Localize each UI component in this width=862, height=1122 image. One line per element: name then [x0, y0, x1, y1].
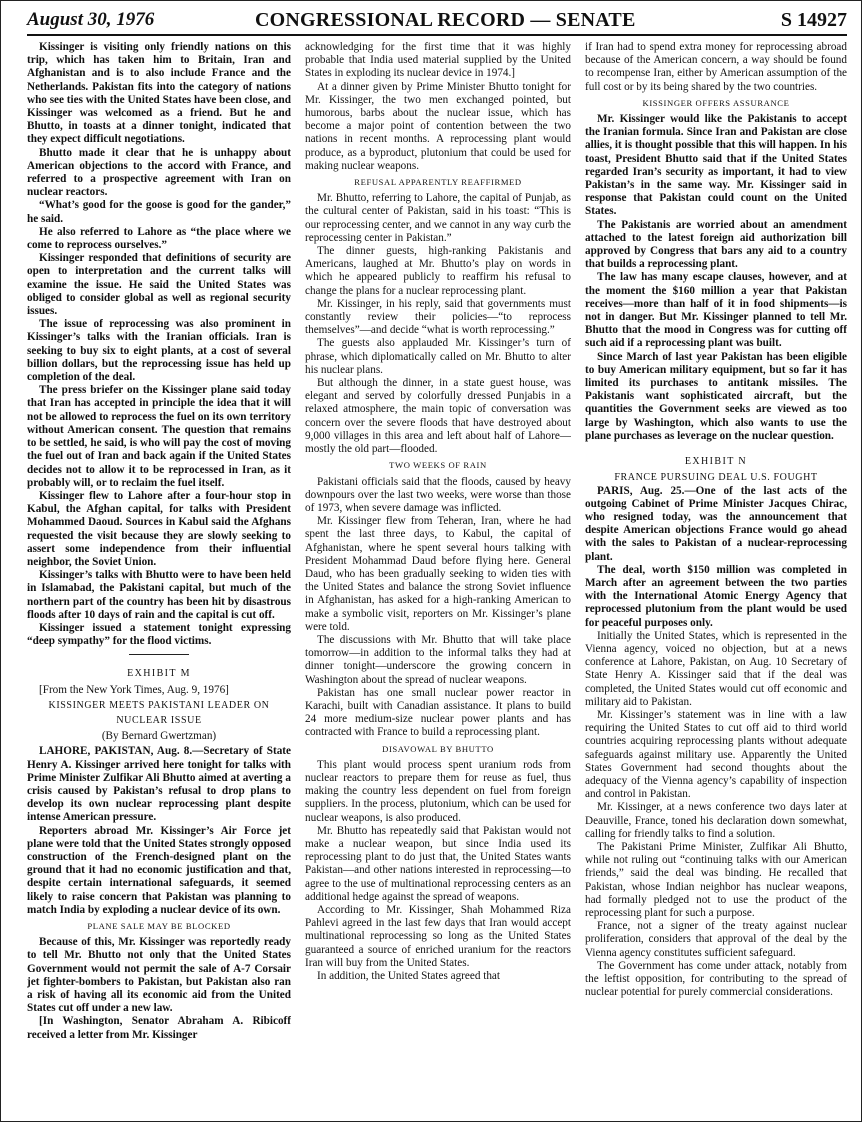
- header-rule: [27, 34, 847, 36]
- paragraph: Kissinger responded that definitions of security are open to interpretation and the current talks will examine the issue. He said the United States was obliged to consider global as well as regional security issues.: [27, 252, 291, 318]
- paragraph: Pakistani officials said that the floods, caused by heavy downpours over the last two weeks, were worse than those of 1973, when severe damage was inflicted.: [305, 475, 571, 514]
- paragraph: He also referred to Lahore as “the place where we come to reprocess ourselves.”: [27, 225, 291, 252]
- exhibit-heading: EXHIBIT M: [127, 668, 191, 680]
- article-byline: (By Bernard Gwertzman): [101, 730, 217, 743]
- paragraph: The Pakistani Prime Minister, Zulfikar Ali Bhutto, while not ruling out “continuing talks with our American friends,” said the deal was binding. He recalled that Pakistan, whose Indian neighbor has nuclear weapons, had formally pledged not to use the product of the reprocessing plant for such a purpose.: [585, 840, 847, 919]
- page-number: S 14927: [780, 9, 847, 31]
- paragraph: PARIS, Aug. 25.—One of the last acts of the outgoing Cabinet of Prime Minister Jacques Chirac, who resigned today, was the announcement that despite American objections France would go ahead with the sales to Pakistan of a nuclear-reprocessing plant.: [585, 484, 847, 563]
- subheading: TWO WEEKS OF RAIN: [389, 460, 487, 471]
- paragraph: Because of this, Mr. Kissinger was reportedly ready to tell Mr. Bhutto not only that the United States Government would not permit the sale of A-7 Corsair jet fighter-bombers to Pakistan, but Pakistan also ran a risk of having all its economic aid from the United States cut off under a new law.: [27, 936, 291, 1015]
- paragraph: At a dinner given by Prime Minister Bhutto tonight for Mr. Kissinger, the two men exchanged pointed, but humorous, barbs about the nuclear issue, which has become a major point of contention between the two nations in recent months. A reprocessing plant would produce, as a byproduct, plutonium that could be used for making nuclear weapons.: [305, 80, 571, 172]
- subheading: DISAVOWAL BY BHUTTO: [382, 743, 494, 754]
- paragraph: Initially the United States, which is represented in the Vienna agency, voiced no objection, but at a news conference at Lahore, Pakistan, on Aug. 10 Secretary of State Henry A. Kissinger said that if the deal was completed, the United States would cut off economic and military aid to Pakistan.: [585, 629, 847, 708]
- paragraph: Reporters abroad Mr. Kissinger’s Air Force jet plane were told that the United States strongly opposed construction of the French-designed plant on the ground that it had no economic justification and that, despite certain international safeguards, it seemed likely to raise concern that Pakistan was planning to match India by exploding a nuclear device of its own.: [27, 824, 291, 916]
- paragraph: Mr. Bhutto, referring to Lahore, the capital of Punjab, as the cultural center of Pakistan, said in his toast: “This is our reprocessing center, and we cannot in any way curb the reprocessing center in Pakistan.”: [305, 192, 571, 244]
- paragraph: Pakistan has one small nuclear power reactor in Karachi, built with Canadian assistance. It plans to build 24 more medium-size nuclear power plants and has contracted with France to build a reprocessing plant.: [305, 686, 571, 739]
- subheading: PLANE SALE MAY BE BLOCKED: [87, 921, 231, 931]
- paragraph: acknowledging for the first time that it was highly probable that India used material supplied by the United States in exploding its nuclear device in 1974.]: [305, 41, 571, 80]
- exhibit-heading: EXHIBIT N: [684, 456, 748, 468]
- paragraph: But although the dinner, in a state guest house, was elegant and served by colorfully dressed Punjabis in a relaxed atmosphere, the main topic of conversation was concern over the severe floods that have destroyed about 9,000 villages in this area and left about half of Lahore—mostly the old part—flooded.: [305, 377, 571, 456]
- paragraph: Mr. Kissinger would like the Pakistanis to accept the Iranian formula. Since Iran and Pakistan are close allies, it is thought possible that this will happen. In his toast, President Bhutto said that if the United States regarded Iran’s security as important, it had to view Pakistan’s in the same way. Mr. Kissinger said in response that Pakistan could count on the United States.: [585, 113, 847, 218]
- paragraph: The deal, worth $150 million was completed in March after an agreement between the two parties with the International Atomic Energy Agency that reprocessed plutonium from the plant would be used for peaceful purposes only.: [585, 563, 847, 629]
- paragraph: The discussions with Mr. Bhutto that will take place tomorrow—in addition to the informal talks they had at dinner tonight—underscore the growing concern in Washington about the spread of nuclear weapons.: [305, 633, 571, 686]
- paragraph: Kissinger’s talks with Bhutto were to have been held in Islamabad, the Pakistani capital, but much of the northern part of the country has been hit by disastrous floods after 10 days of rain and the capital is cut off.: [27, 569, 291, 621]
- article-headline: KISSINGER MEETS PAKISTANI LEADER ON: [48, 699, 270, 711]
- column-3: [585, 41, 847, 1117]
- paragraph: “What’s good for the goose is good for the gander,” he said.: [27, 199, 291, 225]
- article-source: [From the New York Times, Aug. 9, 1976]: [39, 683, 229, 696]
- paragraph: The issue of reprocessing was also prominent in Kissinger’s talks with the Iranian officials. Iran is seeking to buy six to eight plants, at a cost of several billion dollars, but the reprocessing issue has held up completion of the deal.: [27, 318, 291, 384]
- paragraph: Mr. Bhutto has repeatedly said that Pakistan would not make a nuclear weapon, but since India used its reprocessing plant to do just that, the United States wants Pakistan—and other nations interested in reprocessing—to agree to the use of multinational reprocessing centers as an additional hedge against the spread of weapons.: [305, 824, 571, 903]
- subheading: KISSINGER OFFERS ASSURANCE: [642, 97, 790, 108]
- paragraph: Kissinger issued a statement tonight expressing “deep sympathy” for the flood victims.: [27, 621, 291, 648]
- paragraph: This plant would process spent uranium rods from nuclear reactors to prepare them for reuse as fuel, thus making the country less dependent on fuel from foreign suppliers. In the process, plutonium, which can be used for nuclear weapons, is also produced.: [305, 758, 571, 824]
- article-headline: FRANCE PURSUING DEAL U.S. FOUGHT: [614, 472, 818, 484]
- paragraph: LAHORE, PAKISTAN, Aug. 8.—Secretary of State Henry A. Kissinger arrived here tonight for talks with Prime Minister Zulfikar Ali Bhutto aimed at averting a crisis caused by Pakistan’s refusal to drop plans to develop its own nuclear reprocessing plant despite intense American pressure.: [27, 745, 291, 824]
- paragraph: Bhutto made it clear that he is unhappy about American objections to the accord with France, and referred to a prospective agreement with Iran on nuclear reactors.: [27, 146, 291, 199]
- paragraph: Mr. Kissinger flew from Teheran, Iran, where he had spent the last three days, to Kabul, the capital of Afghanistan, where he spent several hours talking with President Mohammad Daud before flying here. General Daud, who has been gradually seeking to widen ties with the United States and balance the strong Soviet influence in Afghanistan, has asked for a high-ranking American to make a symbolic visit, reporters on Mr. Kissinger’s plane were told.: [305, 515, 571, 633]
- paragraph: if Iran had to spend extra money for reprocessing abroad because of the American concern, a way should be found to recompense Iran, either by American assumption of the full cost or by its being shared by the two countries.: [585, 41, 847, 93]
- article-headline: NUCLEAR ISSUE: [116, 714, 202, 726]
- paragraph: The Pakistanis are worried about an amendment attached to the latest foreign aid authorization bill approved by Congress that bars any aid to a country that builds a reprocessing plant.: [585, 218, 847, 271]
- page-header: [27, 7, 847, 33]
- paragraph: The guests also applauded Mr. Kissinger’s turn of phrase, which diplomatically called on Mr. Bhutto to alter his nuclear plans.: [305, 337, 571, 376]
- paragraph: Kissinger flew to Lahore after a four-hour stop in Kabul, the Afghan capital, for talks with President Mohammed Daoud. Sources in Kabul said the Afghans requested the visit because they are slowly seeking to assert some independence from their influential neighbor, the Soviet Union.: [27, 489, 291, 568]
- column-1: [27, 41, 291, 1117]
- paragraph: [In Washington, Senator Abraham A. Ribicoff received a letter from Mr. Kissinger: [27, 1015, 291, 1041]
- page-date: August 30, 1976: [27, 9, 155, 30]
- publication-title: CONGRESSIONAL RECORD — SENATE: [255, 9, 636, 31]
- paragraph: Since March of last year Pakistan has been eligible to buy American military equipment, but so far it has limited its purchases to antitank missiles. The Pakistanis want sophisticated aircraft, but the quantities the Government seeks are viewed as too large by Washington, which also wants to use the plane purchases as leverage on the nuclear question.: [585, 350, 847, 442]
- paragraph: The Government has come under attack, notably from the leftist opposition, for contributing to the spread of nuclear potential for purely commercial considerations.: [585, 959, 847, 999]
- paragraph: The law has many escape clauses, however, and at the moment the $160 million a year that Pakistan receives—more than half of it in food shipments—is not in danger. But Mr. Kissinger planned to tell Mr. Bhutto that the mood in Congress was for cutting off such aid if a reprocessing plant was built.: [585, 271, 847, 350]
- paragraph: Mr. Kissinger, at a news conference two days later at Deauville, France, toned his declaration down somewhat, calling for friendly talks to find a solution.: [585, 801, 847, 840]
- paragraph: The dinner guests, high-ranking Pakistanis and Americans, laughed at Mr. Bhutto’s play on words in which he appeared publicly to reaffirm his refusal to change the plans for a nuclear reprocessing plant.: [305, 245, 571, 297]
- column-2: [305, 41, 571, 1117]
- paragraph: Kissinger is visiting only friendly nations on this trip, which has taken him to Britain, Iran and Afghanistan and is to also include France and the Netherlands. Pakistan fits into the category of nations who see ties with the United States have been close, and Kissinger was welcomed as a friend. But he and Bhutto, in toasts at a dinner tonight, indicated that they expect difficult negotiations.: [27, 41, 291, 146]
- subheading: REFUSAL APPARENTLY REAFFIRMED: [354, 177, 522, 188]
- paragraph: Mr. Kissinger’s statement was in line with a law requiring the United States to cut off aid to third world countries acquiring reprocessing plants without adequate safeguards against military use. Apparently the United States Government had second thoughts about the adequacy of the Vienna agency’s capability of inspection and control in Pakistan.: [585, 708, 847, 801]
- section-divider: [129, 654, 189, 655]
- paragraph: In addition, the United States agreed that: [317, 970, 500, 983]
- paragraph: According to Mr. Kissinger, Shah Mohammed Riza Pahlevi agreed in the last few days that Iran would accept multinational reprocessing so long as the United States guaranteed a source of enriched uranium for the reactors Iran will buy from the United States.: [305, 904, 571, 969]
- paragraph: The press briefer on the Kissinger plane said today that Iran has accepted in principle the idea that it will not be allowed to reprocess the fuel on its own territory without American consent. The question that remains to be settled, he said, is who will pay the cost of moving the fuel out of Iran and back again if the United States decides not to allow it to be reprocessed in Iran, as it probably will, or to reclaim the fuel itself.: [27, 384, 291, 489]
- paragraph: Mr. Kissinger, in his reply, said that governments must constantly review their policies—“to reprocess themselves”—and decide “what is worth reprocessing.”: [305, 297, 571, 337]
- paragraph: France, not a signer of the treaty against nuclear proliferation, considers that approval of the deal by the Vienna agency constitutes sufficient safeguard.: [585, 920, 847, 959]
